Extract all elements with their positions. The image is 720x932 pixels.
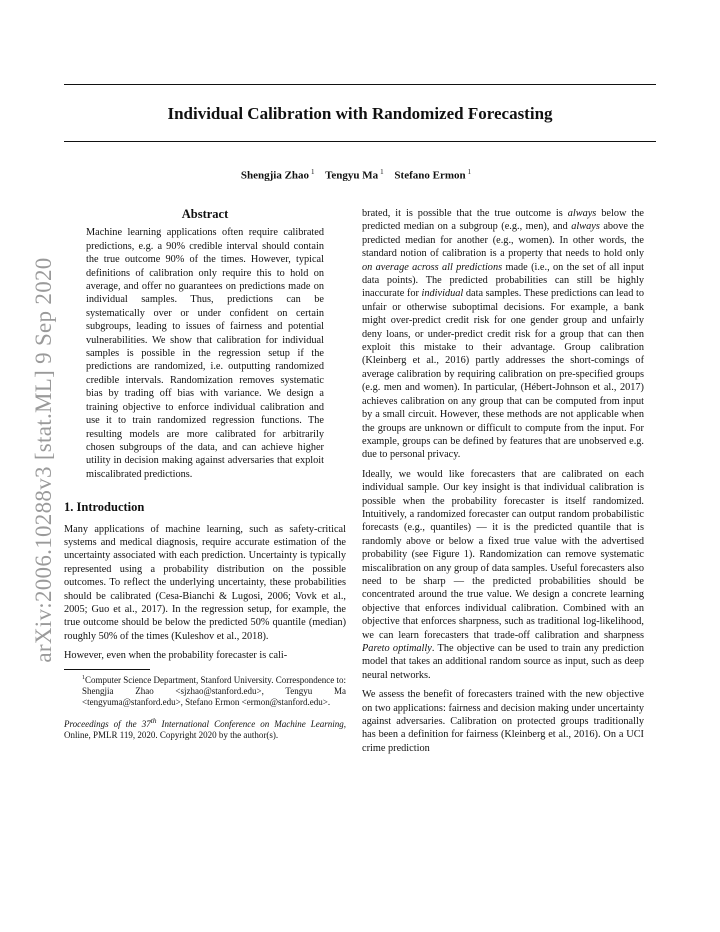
title-rule-top [64, 84, 656, 85]
proceedings-venue-b: International Conference on Machine Learning [156, 718, 344, 729]
proceedings-notice [64, 715, 346, 741]
author-affiliation-mark: 1 [467, 168, 472, 176]
arxiv-stamp: arXiv:2006.10288v3 [stat.ML] 9 Sep 2020 [31, 257, 56, 663]
footnote [64, 673, 346, 708]
body-paragraph: brated, it is possible that the true outcome is always below the predicted median on a subgroup (e.g., men), and always above the predicted median for another (e.g., women). In other words, the standard notion of calibration is a property that needs to hold only on average across all predictions made (i.e., on the set of all input data points). The predicted probabilities can still be highly inaccurate for individual data samples. These predictions can lead to unfair or otherwise suboptimal decisions. For example, a bank might over-predict credit risk for one gender group and unfairly deny loans, or under-predict credit risk for a group that can then exploit this mistake to their advantage. Group calibration (Kleinberg et al., 2016) partly addresses the short-comings of average calibration by requiring calibration on pre-specified groups (e.g. men and women). In particular, (Hébert-Johnson et al., 2017) achieves calibration on any group that can be computed from input by a small circuit. However, these methods are not applicable when the groups are unknown or difficult to compute from the input. For example, groups can be defined by features that are unobserved e.g. due to personal privacy. [362, 208, 644, 461]
section-heading-introduction: 1. Introduction [64, 500, 145, 515]
title-rule-bottom [64, 141, 656, 142]
abstract-text: Machine learning applications often require calibrated predictions, e.g. a 90% credible interval should contain the true outcome 90% of the times. However, typical definitions of calibration only require this to hold on average, and offer no guarantees on predictions made on individual samples. Thus, predictions can be systematically over or under confident on certain subgroups, leading to issues of fairness and potential vulnerabilities. We show that calibration for individual samples is possible in the regression setup if the predictions are randomized, i.e. outputting randomized credible intervals. Randomization removes systematic bias by trading off bias with variance. We design a training objective to enforce individual calibration and use it to train randomized regression functions. The resulting models are more calibrated for arbitrarily chosen subgroups of the data, and can achieve higher utility in decision making against adversaries that exploit miscalibrated predictions. [86, 227, 324, 480]
right-column [362, 207, 644, 755]
proceedings-edition-suffix: th [150, 715, 157, 725]
author-name: Tengyu Ma [325, 169, 379, 182]
footnote-text: Computer Science Department, Stanford University. Correspondence to: Shengjia Zhao <sjzhao@stanford.edu>, Tengyu Ma <tengyuma@stanford.edu>, Stefano Ermon <ermon@stanford.edu>. [82, 674, 346, 707]
author-list [64, 168, 656, 182]
author-affiliation-mark: 1 [311, 168, 315, 176]
body-paragraph: Ideally, we would like forecasters that are calibrated on each individual sample. Our key insight is that individual calibration is possible when the probability forecaster is itself randomized. Intuitively, a randomized forecaster can output random probabilistic forecasts (e.g., quantiles) — it is the predicted quantile that is randomly above or below a fixed true value with the advertised probability (see Figure 1). Randomization can remove systematic miscalibration on any group of data samples. Useful forecasters also need to be sharp — the predicted probabilities should be concentrated around the true value. We design a concrete learning objective that enforces individual calibration. Combined with an objective that enforces sharpness, such as traditional log-likelihood, we can learn forecasters that trade-off calibration and sharpness Pareto optimally. The objective can be used to train any prediction model that takes an additional random source as input, such as deep neural networks. [362, 468, 644, 681]
paper-title: Individual Calibration with Randomized Forecasting [167, 104, 553, 123]
author-affiliation-mark: 1 [380, 168, 384, 176]
footnote-mark: 1 [82, 674, 85, 681]
body-paragraph: We assess the benefit of forecasters trained with the new objective on two applications: fairness and decision making under uncertainty against adversaries. Calibration on protected groups traditionally has been a definition for fairness (Kleinberg et al., 2016). On a UCI crime prediction [362, 689, 644, 754]
author-name: Stefano Ermon [394, 169, 466, 182]
author-name: Shengjia Zhao [240, 169, 310, 182]
proceedings-venue-a: Proceedings of the 37 [64, 718, 151, 729]
intro-paragraph-1: Many applications of machine learning, such as safety-critical systems and medical diagnosis, require accurate estimation of the uncertainty associated with each prediction. Uncertainty is typically represented using a probability distribution on the possible outcomes. To reflect the underlying uncertainty, these probabilities should be calibrated (Cesa-Bianchi & Lugosi, 2006; Vovk et al., 2005; Guo et al., 2017). In the regression setup, for example, the true outcome should be below the predicted 50% quantile (median) roughly 50% of the times (Kuleshov et al., 2018). [64, 523, 346, 642]
footnote-rule [64, 669, 150, 670]
proceedings-copyright: , Online, PMLR 119, 2020. Copyright 2020 by the author(s). [64, 718, 347, 740]
intro-paragraph-2: However, even when the probability forecaster is cali- [64, 650, 288, 662]
abstract-heading: Abstract [181, 207, 229, 221]
left-column [64, 208, 346, 741]
